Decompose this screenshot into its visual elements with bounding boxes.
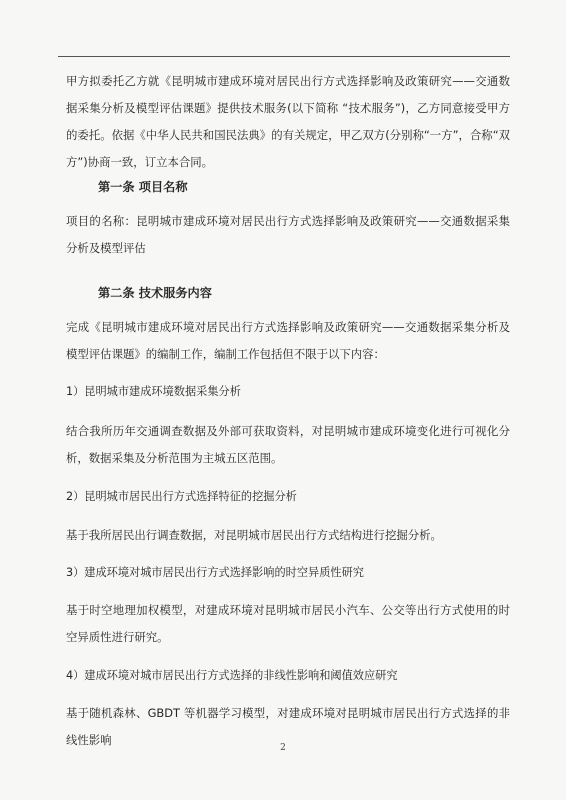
item-4-body: 基于随机森林、GBDT 等机器学习模型，对建成环境对昆明城市居民出行方式选择的非线性影响 bbox=[66, 706, 510, 747]
item-3-body: 基于时空地理加权模型，对建成环境对昆明城市居民小汽车、公交等出行方式使用的时空异质性进行研究。 bbox=[66, 603, 510, 644]
item-1-body: 结合我所历年交通调查数据及外部可获取资料，对昆明城市建成环境变化进行可视化分析，数据采集及分析范围为主城五区范围。 bbox=[66, 424, 510, 465]
article-2-body: 完成《昆明城市建成环境对居民出行方式选择影响及政策研究——交通数据采集分析及模型评估课题》的编制工作，编制工作包括但不限于以下内容： bbox=[66, 320, 510, 361]
item-1-title: 1）昆明城市建成环境数据采集分析 bbox=[66, 385, 241, 398]
article-1-body: 项目的名称：昆明城市建成环境对居民出行方式选择影响及政策研究——交通数据采集分析及模型评估 bbox=[66, 214, 510, 255]
intro-paragraph: 甲方拟委托乙方就《昆明城市建成环境对居民出行方式选择影响及政策研究——交通数据采集分析及模型评估课题》提供技术服务(以下简称 “技术服务”)，乙方同意接受甲方的委托。依据《中华人民共和国民法典》的有关规定，甲乙双方(分别称“一方”，合称“双方”)协商一致，订立本合同。 bbox=[66, 74, 510, 169]
item-4-title: 4）建成环境对城市居民出行方式选择的非线性影响和阈值效应研究 bbox=[66, 669, 398, 682]
header-rule bbox=[58, 56, 510, 57]
page-number: 2 bbox=[280, 743, 286, 753]
item-2-body: 基于我所居民出行调查数据，对昆明城市居民出行方式结构进行挖掘分析。 bbox=[66, 528, 442, 542]
article-1-title: 第一条 项目名称 bbox=[98, 180, 188, 194]
article-2-title: 第二条 技术服务内容 bbox=[98, 286, 212, 300]
item-2-title: 2）昆明城市居民出行方式选择特征的挖掘分析 bbox=[66, 490, 297, 503]
item-3-title: 3）建成环境对城市居民出行方式选择影响的时空异质性研究 bbox=[66, 566, 364, 579]
